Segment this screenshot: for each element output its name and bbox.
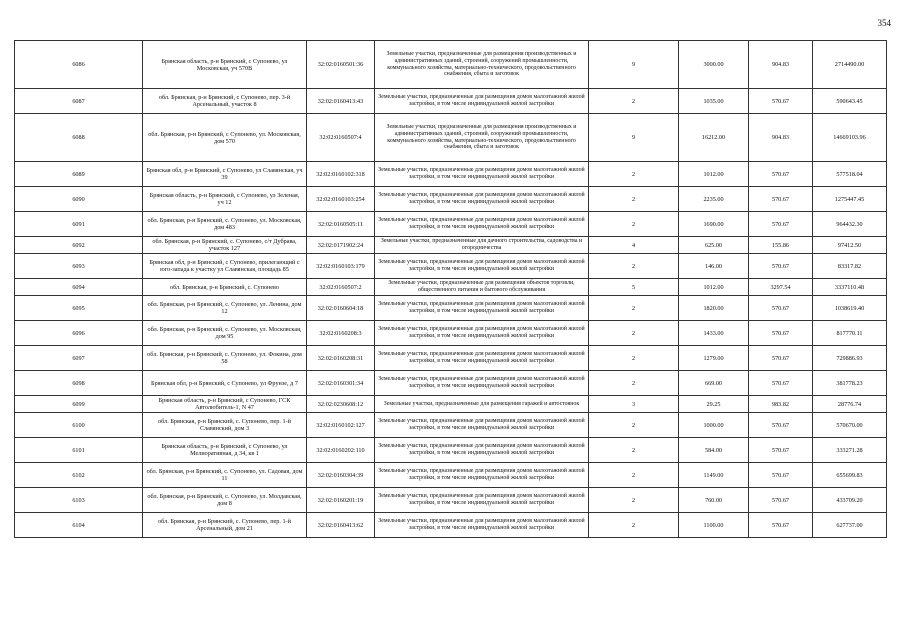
cell-id: 6103 [15, 488, 143, 513]
cell-address: обл. Брянская, р-н Брянский, с. Супонево, ул. Московская, дом 483 [143, 212, 307, 237]
cell-group: 2 [589, 212, 679, 237]
cell-id: 6100 [15, 413, 143, 438]
cell-cadastral-value: 3337110.48 [813, 279, 887, 296]
cell-group: 3 [589, 396, 679, 413]
cell-address: Брянская область, р-н Брянский, с Супонево, ул Зеленая, уч 12 [143, 187, 307, 212]
cell-cadastral-number: 32:02:0160304:39 [307, 463, 375, 488]
table-row [15, 488, 887, 513]
cell-cadastral-number: 32:02:0160301:34 [307, 371, 375, 396]
cell-id: 6087 [15, 89, 143, 114]
page-number: 354 [877, 18, 891, 28]
cell-cadastral-number: 32:02:0160604:18 [307, 296, 375, 321]
cell-address: обл. Брянская, р-н Брянский, с. Супонево, пер. 1-й Арсенальный, дом 21 [143, 513, 307, 538]
cell-rate: 570.67 [749, 438, 813, 463]
cell-land-use: Земельные участки, предназначенные для дачного строительства, садоводства и огородничества [375, 237, 589, 254]
cell-group: 9 [589, 41, 679, 89]
cell-cadastral-number: 32:02:0160507:4 [307, 114, 375, 162]
cell-area: 2235.00 [679, 187, 749, 212]
cell-cadastral-number: 32:02:0160208:3 [307, 321, 375, 346]
cell-land-use: Земельные участки, предназначенные для размещения домов малоэтажной жилой застройки, в том числе индивидуальной жилой застройки [375, 162, 589, 187]
cell-cadastral-value: 2714490.00 [813, 41, 887, 89]
cell-land-use: Земельные участки, предназначенные для размещения домов малоэтажной жилой застройки, в том числе индивидуальной жилой застройки [375, 321, 589, 346]
table-row [15, 346, 887, 371]
cell-cadastral-value: 817770.11 [813, 321, 887, 346]
cell-land-use: Земельные участки, предназначенные для размещения домов малоэтажной жилой застройки, в том числе индивидуальной жилой застройки [375, 463, 589, 488]
cell-cadastral-value: 97412.50 [813, 237, 887, 254]
cell-id: 6097 [15, 346, 143, 371]
cell-land-use: Земельные участки, предназначенные для размещения домов малоэтажной жилой застройки, в том числе индивидуальной жилой застройки [375, 254, 589, 279]
cell-address: Брянская обл, р-н Брянский, с Супонево, ул Фрунзе, д 7 [143, 371, 307, 396]
cell-address: обл. Брянская, р-н Брянский, с. Супонево, пер. 1-й Славянский, дом 3 [143, 413, 307, 438]
cell-cadastral-number: 32:02:0160413:43 [307, 89, 375, 114]
cell-area: 29.25 [679, 396, 749, 413]
cell-group: 2 [589, 187, 679, 212]
table-row [15, 114, 887, 162]
cell-land-use: Земельные участки, предназначенные для размещения домов малоэтажной жилой застройки, в том числе индивидуальной жилой застройки [375, 212, 589, 237]
cell-id: 6098 [15, 371, 143, 396]
cell-land-use: Земельные участки, предназначенные для размещения производственных и административных зданий, строений, сооружений промышленности, коммунального хозяйства, материально-технического, продовольственного снабжения, сбыта и заготовок [375, 114, 589, 162]
cell-cadastral-number: 32:02:0230608:12 [307, 396, 375, 413]
cell-cadastral-number: 32:02:0160202:110 [307, 438, 375, 463]
cell-land-use: Земельные участки, предназначенные для размещения гаражей и автостоянок [375, 396, 589, 413]
cell-cadastral-value: 28776.74 [813, 396, 887, 413]
cell-land-use: Земельные участки, предназначенные для размещения домов малоэтажной жилой застройки, в том числе индивидуальной жилой застройки [375, 413, 589, 438]
cell-land-use: Земельные участки, предназначенные для размещения домов малоэтажной жилой застройки, в том числе индивидуальной жилой застройки [375, 89, 589, 114]
cell-group: 2 [589, 513, 679, 538]
cell-cadastral-number: 32:02:0160501:36 [307, 41, 375, 89]
cell-rate: 570.67 [749, 321, 813, 346]
cell-cadastral-value: 655699.83 [813, 463, 887, 488]
cell-group: 2 [589, 162, 679, 187]
cell-cadastral-number: 32:02:0160103:254 [307, 187, 375, 212]
cell-address: обл. Брянская, р-н Брянский, с Супонево, пер. 3-й Арсенальный, участок 8 [143, 89, 307, 114]
cell-area: 1012.00 [679, 162, 749, 187]
cell-cadastral-number: 32:02:0160413:62 [307, 513, 375, 538]
cell-cadastral-number: 32:02:0160505:11 [307, 212, 375, 237]
cell-address: обл. Брянская, р-н Брянский, с. Супонево, ул. Московская, дом 95 [143, 321, 307, 346]
cell-area: 1100.00 [679, 513, 749, 538]
cell-rate: 570.67 [749, 413, 813, 438]
cell-cadastral-value: 570670.00 [813, 413, 887, 438]
cell-land-use: Земельные участки, предназначенные для размещения домов малоэтажной жилой застройки, в том числе индивидуальной жилой застройки [375, 346, 589, 371]
cell-group: 2 [589, 321, 679, 346]
cell-rate: 904.83 [749, 41, 813, 89]
cell-land-use: Земельные участки, предназначенные для размещения домов малоэтажной жилой застройки, в том числе индивидуальной жилой застройки [375, 488, 589, 513]
cell-cadastral-value: 577518.04 [813, 162, 887, 187]
cell-rate: 570.67 [749, 254, 813, 279]
cell-id: 6099 [15, 396, 143, 413]
cell-id: 6095 [15, 296, 143, 321]
cell-address: обл. Брянская, р-н Брянский, с. Супонево, ул. Фокина, дом 58 [143, 346, 307, 371]
cell-group: 2 [589, 438, 679, 463]
table-row [15, 463, 887, 488]
cell-group: 2 [589, 413, 679, 438]
cell-cadastral-number: 32:02:0160102:127 [307, 413, 375, 438]
table-body [15, 41, 887, 538]
cell-cadastral-number: 32:02:0160507:2 [307, 279, 375, 296]
table-row [15, 321, 887, 346]
cell-group: 2 [589, 296, 679, 321]
cell-id: 6091 [15, 212, 143, 237]
cell-cadastral-value: 83317.82 [813, 254, 887, 279]
cell-land-use: Земельные участки, предназначенные для размещения объектов торговли, общественного питания и бытового обслуживания [375, 279, 589, 296]
cell-rate: 570.67 [749, 187, 813, 212]
cell-area: 1012.00 [679, 279, 749, 296]
cell-rate: 570.67 [749, 371, 813, 396]
cell-id: 6086 [15, 41, 143, 89]
cell-rate: 904.83 [749, 114, 813, 162]
cell-address: обл. Брянская, р-н Брянский, с. Супонево, ул. Ленина, дом 12 [143, 296, 307, 321]
cell-group: 9 [589, 114, 679, 162]
cell-id: 6104 [15, 513, 143, 538]
cell-area: 1149.00 [679, 463, 749, 488]
cell-id: 6101 [15, 438, 143, 463]
land-registry-table [14, 40, 887, 538]
table-row [15, 41, 887, 89]
cell-rate: 570.67 [749, 212, 813, 237]
cell-address: обл. Брянская, р-н Брянский, с. Супонево [143, 279, 307, 296]
cell-cadastral-value: 381778.23 [813, 371, 887, 396]
table-row [15, 187, 887, 212]
cell-rate: 570.67 [749, 296, 813, 321]
cell-cadastral-value: 627737.00 [813, 513, 887, 538]
cell-rate: 570.67 [749, 89, 813, 114]
cell-cadastral-value: 14669103.96 [813, 114, 887, 162]
cell-group: 2 [589, 371, 679, 396]
cell-address: Брянская область, р-н Брянский, с Супонево, ул Мелиоративная, д 34, кв 1 [143, 438, 307, 463]
cell-id: 6102 [15, 463, 143, 488]
cell-area: 1690.00 [679, 212, 749, 237]
table-row [15, 396, 887, 413]
cell-id: 6093 [15, 254, 143, 279]
table-row [15, 413, 887, 438]
cell-land-use: Земельные участки, предназначенные для размещения домов малоэтажной жилой застройки, в том числе индивидуальной жилой застройки [375, 371, 589, 396]
cell-area: 625.00 [679, 237, 749, 254]
cell-group: 2 [589, 346, 679, 371]
cell-land-use: Земельные участки, предназначенные для размещения домов малоэтажной жилой застройки, в том числе индивидуальной жилой застройки [375, 438, 589, 463]
cell-id: 6088 [15, 114, 143, 162]
cell-land-use: Земельные участки, предназначенные для размещения домов малоэтажной жилой застройки, в том числе индивидуальной жилой застройки [375, 513, 589, 538]
table-row [15, 279, 887, 296]
cell-cadastral-value: 1038619.40 [813, 296, 887, 321]
table-row [15, 162, 887, 187]
cell-cadastral-number: 32:02:0160208:31 [307, 346, 375, 371]
cell-cadastral-value: 433709.20 [813, 488, 887, 513]
cell-area: 760.00 [679, 488, 749, 513]
table-row [15, 371, 887, 396]
cell-cadastral-number: 32:02:0171902:24 [307, 237, 375, 254]
cell-land-use: Земельные участки, предназначенные для размещения производственных и административных зданий, строений, сооружений промышленности, коммунального хозяйства, материально-технического, продовольственного снабжения, сбыта и заготовок [375, 41, 589, 89]
table-row [15, 89, 887, 114]
cell-rate: 570.67 [749, 346, 813, 371]
cell-group: 5 [589, 279, 679, 296]
cell-cadastral-value: 729886.93 [813, 346, 887, 371]
cell-cadastral-value: 964432.30 [813, 212, 887, 237]
cell-address: обл. Брянская, р-н Брянский, с. Супонево, ул. Молдавская, дом 8 [143, 488, 307, 513]
cell-cadastral-number: 32:02:0160102:318 [307, 162, 375, 187]
cell-area: 146.00 [679, 254, 749, 279]
cell-id: 6092 [15, 237, 143, 254]
cell-group: 2 [589, 463, 679, 488]
table-row [15, 438, 887, 463]
table-row [15, 513, 887, 538]
cell-id: 6090 [15, 187, 143, 212]
cell-area: 1279.00 [679, 346, 749, 371]
cell-rate: 570.67 [749, 463, 813, 488]
cell-group: 2 [589, 488, 679, 513]
cell-id: 6089 [15, 162, 143, 187]
cell-area: 1000.00 [679, 413, 749, 438]
cell-id: 6096 [15, 321, 143, 346]
cell-cadastral-value: 1275447.45 [813, 187, 887, 212]
cell-land-use: Земельные участки, предназначенные для размещения домов малоэтажной жилой застройки, в том числе индивидуальной жилой застройки [375, 187, 589, 212]
cell-address: обл. Брянская, р-н Брянский, с. Супонево, с/т Дубрава, участок 127 [143, 237, 307, 254]
cell-area: 1820.00 [679, 296, 749, 321]
cell-area: 1433.00 [679, 321, 749, 346]
cell-rate: 570.67 [749, 488, 813, 513]
cell-rate: 983.82 [749, 396, 813, 413]
table-row [15, 254, 887, 279]
table-row [15, 237, 887, 254]
cell-rate: 155.86 [749, 237, 813, 254]
cell-area: 16212.00 [679, 114, 749, 162]
cell-group: 4 [589, 237, 679, 254]
cell-address: обл. Брянская, р-н Брянский, с. Супонево, ул. Садовая, дом 11 [143, 463, 307, 488]
cell-address: Брянская область, р-н Брянский, с Супонево, ГСК Автолюбитель-1, N 47 [143, 396, 307, 413]
table-row [15, 296, 887, 321]
cell-address: обл. Брянская, р-н Брянский, с Супонево, ул. Московская, дом 570 [143, 114, 307, 162]
cell-group: 2 [589, 254, 679, 279]
cell-address: Брянская обл, р-н Брянский, с Супонево, ул Славянская, уч 39 [143, 162, 307, 187]
cell-address: Брянская обл, р-н Брянский, с Супонево, прилегающий с юго-запада к участку ул Славянская, площадь 85 [143, 254, 307, 279]
cell-group: 2 [589, 89, 679, 114]
table-row [15, 212, 887, 237]
cell-cadastral-value: 333271.28 [813, 438, 887, 463]
cell-area: 3000.00 [679, 41, 749, 89]
cell-cadastral-number: 32:02:0160201:19 [307, 488, 375, 513]
cell-area: 1035.00 [679, 89, 749, 114]
cell-rate: 570.67 [749, 162, 813, 187]
cell-land-use: Земельные участки, предназначенные для размещения домов малоэтажной жилой застройки, в том числе индивидуальной жилой застройки [375, 296, 589, 321]
cell-cadastral-number: 32:02:0160103:179 [307, 254, 375, 279]
cell-address: Брянская область, р-н Брянский, с Супонево, ул Московская, уч 570В [143, 41, 307, 89]
cell-area: 669.00 [679, 371, 749, 396]
cell-id: 6094 [15, 279, 143, 296]
cell-rate: 3297.54 [749, 279, 813, 296]
cell-rate: 570.67 [749, 513, 813, 538]
cell-area: 584.00 [679, 438, 749, 463]
cell-cadastral-value: 590643.45 [813, 89, 887, 114]
